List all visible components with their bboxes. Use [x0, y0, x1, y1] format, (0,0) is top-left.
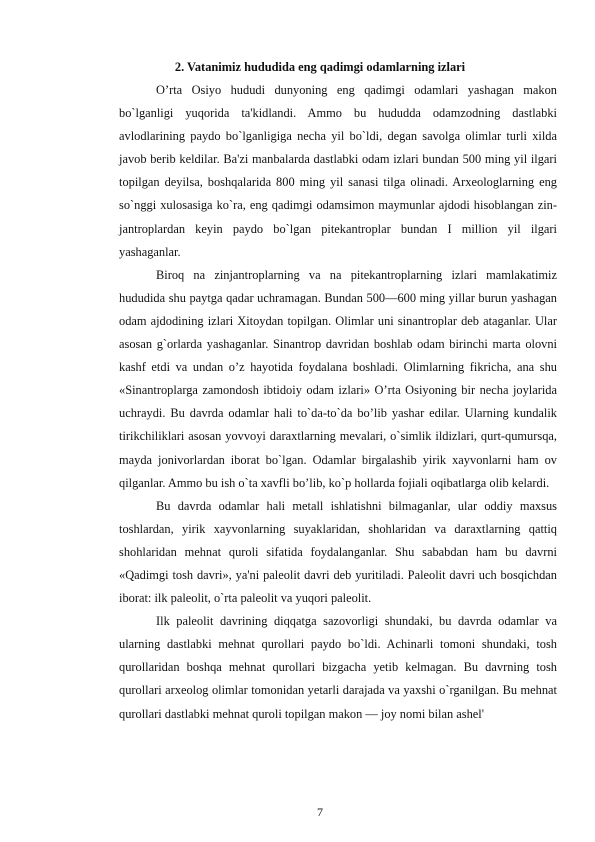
section-heading: 2. Vatanimiz hududida eng qadimgi odamlarning izlari [174, 60, 466, 74]
body-text [119, 79, 557, 726]
paragraph-3: Bu davrda odamlar hali metall ishlatishni bilmaganlar, ular oddiy maxsus toshlardan, yirik xayvonlarning suyaklaridan, shohlaridan va daraxtlarning qattiq shohlaridan mehnat quroli sifatida foydalanganlar. Shu sababdan ham bu davrni «Qadimgi tosh davri», ya'ni paleolit davri deb yuritiladi. Paleolit davri uch bosqichdan iborat: ilk paleolit, o`rta paleolit va yuqori paleolit. [119, 498, 557, 606]
paragraph-4: Ilk paleolit davrining diqqatga sazovorligi shundaki, bu davrda odamlar va ularning dastlabki mehnat qurollari paydo bo`ldi. Achinarli tomoni shundaki, tosh qurollaridan boshqa mehnat qurollari bizgacha yetib kelmagan. Bu davrning tosh qurollari arxeolog olimlar tomonidan yetarli darajada va yaxshi o`rganilgan. Bu mehnat qurollari dastlabki mehnat quroli topilgan makon — joy nomi bilan ashel' [119, 614, 557, 721]
paragraph-2: Biroq na zinjantroplarning va na pitekantroplarning izlari mamlakatimiz hududida shu paytga qadar uchramagan. Bundan 500—600 ming yillar burun yashagan odam ajdodining izlari Xitoydan topilgan. Olimlar uni sinantroplar deb ataganlar. Ular asosan g`orlarda yashaganlar. Sinantrop davridan boshlab odam birinchi marta olovni kashf etdi va undan o’z hayotida foydalana boshladi. Olimlarning fikricha, ana shu «Sinantroplarga zamondosh ibtidoiy odam izlari» O’rta Osiyoning bir necha joylarida uchraydi. Bu davrda odamlar hali to`da-to`da bo’lib yashar edilar. Ularning kundalik tirikchiliklari asosan yovvoyi daraxtlarning mevalari, o`simlik ildizlari, qurt-qumursqa, mayda jonivorlardan iborat bo`lgan. Odamlar birgalashib yirik xayvonlarni ham ov qilganlar. Ammo bu ish o`ta xavfli bo’lib, ko`p hollarda fojiali oqibatlarga olib kelardi. [119, 267, 557, 490]
page-number: 7 [317, 805, 323, 819]
paragraph-1: O’rta Osiyo hududi dunyoning eng qadimgi odamlari yashagan makon bo`lganligi yuqorida ta'kidlandi. Ammo bu hududda odamzodning dastlabki avlodlarining paydo bo`lganligiga necha yil bo`ldi, degan savolga olimlar turli xilda javob berib keldilar. Ba'zi manbalarda dastlabki odam izlari bundan 500 ming yil ilgari topilgan deyilsa, boshqalarida 800 ming yil sanasi tilga olinadi. Arxeologlarning eng so`nggi xulosasiga ko`ra, eng qadimgi odamsimon maymunlar ajdodi hisoblangan zin-jantroplardan keyin paydo bo`lgan pitekantroplar bundan I million yil ilgari yashaganlar. [119, 83, 557, 259]
